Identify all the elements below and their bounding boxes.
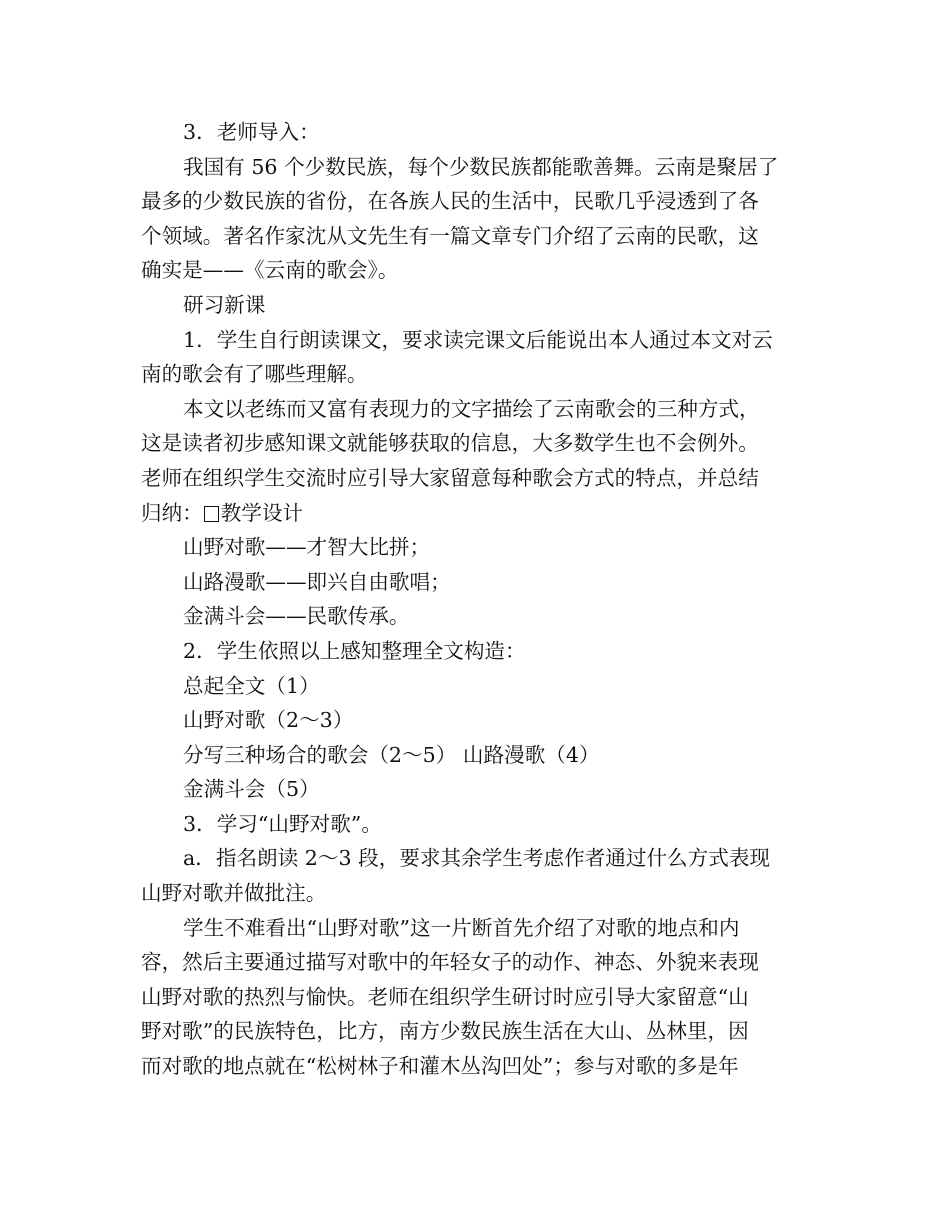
section-heading-new-lesson: 研习新课	[183, 292, 266, 317]
paragraph-line: 确实是——《云南的歌会》。	[141, 258, 399, 283]
paragraph-line: 容，然后主要通过描写对歌中的年轻女子的动作、神态、外貌来表现	[141, 950, 759, 975]
heading-teacher-intro: 3．老师导入：	[183, 120, 320, 144]
paragraph-line: 山野对歌的热烈与愉快。老师在组织学生研讨时应引导大家留意“山	[141, 984, 749, 1009]
paragraph-line: 1．学生自行朗读课文，要求读完课文后能说出本人通过本文对云	[183, 327, 773, 352]
paragraph-line: 南的歌会有了哪些理解。	[141, 362, 368, 387]
summary-label: 归纳：	[141, 500, 203, 525]
structure-item: 金满斗会（5）	[183, 777, 320, 802]
paragraph-line: 2．学生依照以上感知整理全文构造：	[183, 638, 526, 663]
list-item: 金满斗会——民歌传承。	[183, 604, 410, 629]
paragraph-line: 我国有 56 个少数民族，每个少数民族都能歌善舞。云南是聚居了	[183, 154, 779, 179]
structure-item: 分写三种场合的歌会（2～5） 山路漫歌（4）	[183, 742, 600, 767]
paragraph-line: 这是读者初步感知课文就能够获取的信息，大多数学生也不会例外。	[141, 431, 759, 456]
list-item: 山路漫歌——即兴自由歌唱；	[183, 569, 451, 594]
paragraph-line	[141, 496, 813, 531]
paragraph-line: 山野对歌并做批注。	[141, 881, 327, 906]
paragraph-line: 老师在组织学生交流时应引导大家留意每种歌会方式的特点，并总结	[141, 465, 759, 490]
paragraph-line: 个领域。著名作家沈从文先生有一篇文章专门介绍了云南的民歌，这	[141, 223, 759, 248]
paragraph-line: 学生不难看出“山野对歌”这一片断首先介绍了对歌的地点和内	[183, 915, 740, 940]
checkbox-icon	[204, 506, 219, 522]
paragraph-line: 最多的少数民族的省份，在各族人民的生活中，民歌几乎浸透到了各	[141, 189, 759, 214]
teaching-design-label: 教学设计	[220, 500, 304, 525]
structure-item: 山野对歌（2～3）	[183, 708, 354, 733]
paragraph-line: a．指名朗读 2～3 段，要求其余学生考虑作者通过什么方式表现	[183, 846, 771, 871]
list-item: 山野对歌——才智大比拼；	[183, 535, 431, 560]
section-heading: 3．学习“山野对歌”。	[183, 811, 382, 836]
paragraph-line: 而对歌的地点就在“松树林子和灌木丛沟凹处”；参与对歌的多是年	[141, 1054, 739, 1079]
body-text	[141, 115, 813, 1084]
structure-item: 总起全文（1）	[183, 673, 320, 698]
paragraph-line: 野对歌”的民族特色，比方，南方少数民族生活在大山、丛林里，因	[141, 1019, 749, 1044]
paragraph-line: 本文以老练而又富有表现力的文字描绘了云南歌会的三种方式，	[183, 396, 760, 421]
